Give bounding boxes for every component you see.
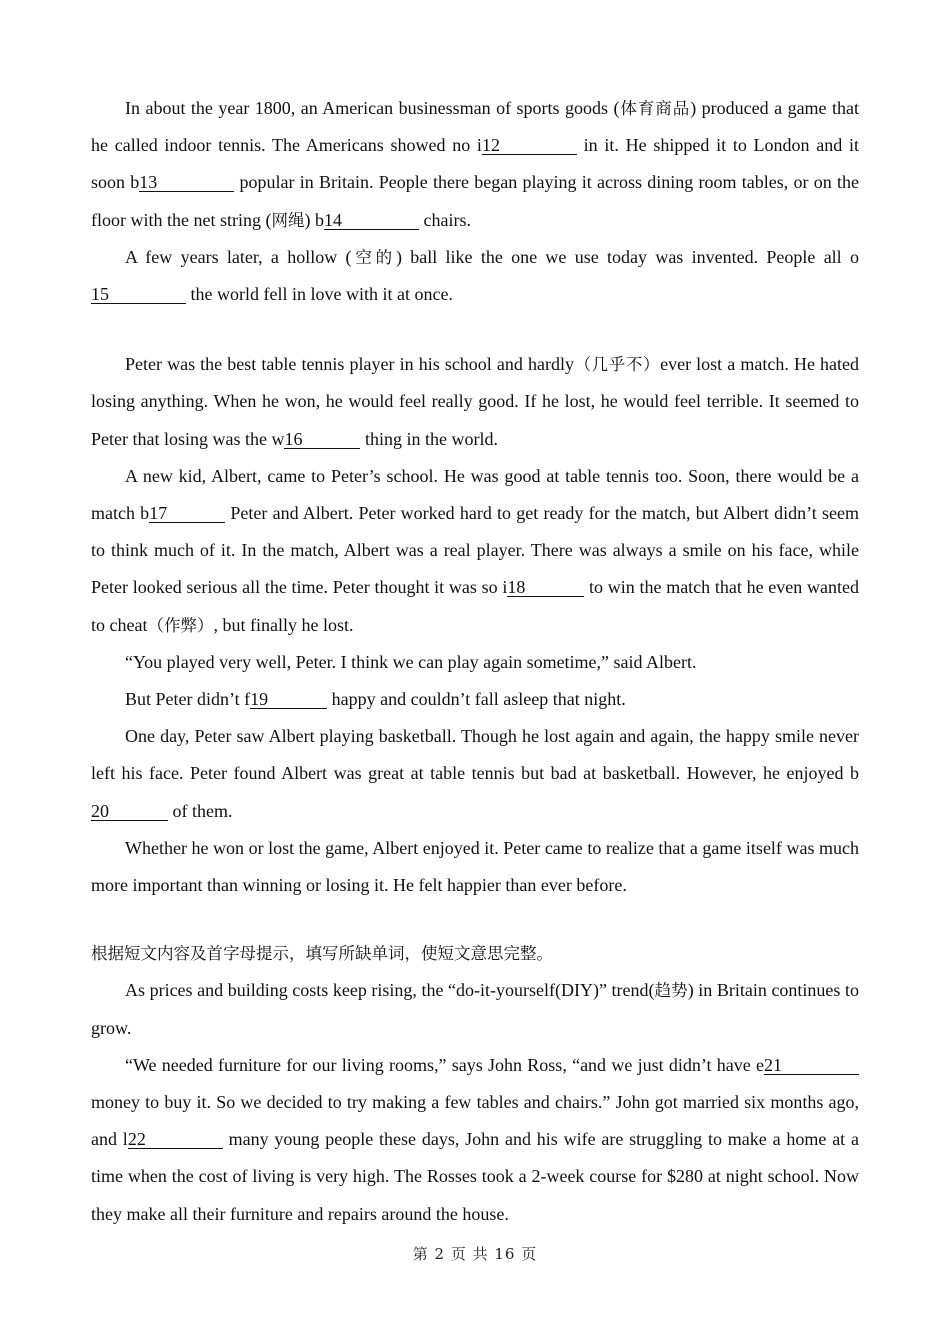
text-run: of them. [168, 800, 233, 821]
passage2-paragraph5 [91, 718, 859, 830]
document-page [91, 90, 859, 1233]
blank-22[interactable]: 22 [128, 1131, 223, 1149]
blank-20[interactable]: 20 [91, 803, 168, 821]
text-run: ) in Britain continues to grow. [91, 980, 859, 1038]
passage2-paragraph2 [91, 458, 859, 644]
text-run: many young people these days, John and his wife are struggling to make a home at a time when the cost of living is very high. The Rosses took a 2-week course for $280 at night school. Now they make all their furniture and repairs around the house. [91, 1129, 859, 1224]
section3-paragraph2 [91, 1047, 859, 1233]
page-footer: 第 2 页 共 16 页 [412, 1245, 538, 1263]
passage2-paragraph3: “You played very well, Peter. I think we can play again sometime,” said Albert. [125, 651, 697, 672]
text-run: ) ball like the one we use today was invented. People all o [395, 246, 859, 267]
passage2-paragraph4 [91, 681, 859, 718]
text-run: “We needed furniture for our living rooms,” says John Ross, “and we just didn’t have e [125, 1054, 764, 1075]
text-run: ) produced a game that he called indoor tennis. The Americans showed no i [91, 98, 859, 156]
text-run: Peter and Albert. Peter worked hard to get ready for the match, but Albert didn’t seem to think much of it. In the match, Albert was a real player. There was always a smile on his face, while Peter looked serious all the time. Peter thought it was so i [91, 503, 859, 598]
text-run: thing in the world. [360, 428, 498, 449]
text-run: In about the year 1800, an American businessman of sports goods ( [125, 98, 620, 118]
blank-15[interactable]: 15 [91, 286, 186, 304]
blank-17[interactable]: 17 [149, 505, 225, 523]
text-run: the world fell in love with it at once. [186, 284, 453, 305]
text-run: But Peter didn’t f [125, 689, 251, 710]
chinese-gloss: 体育商品 [619, 99, 691, 118]
text-run: to win the match that he even wanted to cheat [91, 577, 859, 635]
text-run: A few years later, a hollow ( [125, 246, 352, 267]
chinese-gloss: 趋势 [654, 981, 688, 1001]
text-run: happy and couldn’t fall asleep that night. [327, 689, 626, 710]
passage1-paragraph1 [91, 90, 859, 239]
blank-16[interactable]: 16 [284, 431, 360, 449]
blank-21[interactable]: 21 [764, 1057, 859, 1075]
section3-paragraph1 [91, 972, 859, 1046]
text-run: money to buy it. So we decided to try making a few tables and chairs.” John got married six months ago, and l [91, 1092, 859, 1150]
chinese-gloss: 网绳 [271, 210, 305, 230]
text-run: One day, Peter saw Albert playing basketball. Though he lost again and again, the happy smile never left his face. Peter found Albert was great at table tennis but bad at basketball. However, he enjoyed b [91, 726, 859, 784]
text-run: chairs. [418, 209, 471, 230]
section3-instruction: 根据短文内容及首字母提示，填写所缺单词，使短文意思完整。 [91, 944, 553, 964]
chinese-gloss: 空的 [351, 247, 396, 267]
text-run: As prices and building costs keep rising, the “do-it-yourself(DIY)” trend( [125, 980, 655, 1001]
text-run: , but finally he lost. [213, 614, 354, 635]
text-run: A new kid, Albert, came to Peter’s school. He was good at table tennis too. Soon, there would be a match b [91, 465, 859, 524]
chinese-gloss: （作弊） [147, 615, 214, 635]
chinese-gloss: （几乎不） [573, 355, 661, 375]
passage2-paragraph1 [91, 346, 859, 458]
blank-13[interactable]: 13 [139, 174, 234, 192]
blank-18[interactable]: 18 [507, 579, 584, 597]
text-run: ) b [304, 209, 324, 230]
text-run: popular in Britain. People there began playing it across dining room tables, or on the floor with the net string ( [91, 172, 859, 230]
passage1-paragraph2 [91, 239, 859, 313]
passage2-paragraph6: Whether he won or lost the game, Albert enjoyed it. Peter came to realize that a game itself was much more important than winning or losing it. He felt happier than ever before. [91, 837, 859, 896]
text-run: ever lost a match. He hated losing anything. When he won, he would feel really good. If he lost, he would feel terrible. It seemed to Peter that losing was the w [91, 354, 860, 449]
blank-14[interactable]: 14 [324, 212, 419, 230]
blank-12[interactable]: 12 [482, 137, 577, 155]
blank-19[interactable]: 19 [250, 691, 327, 709]
text-run: in it. He shipped it to London and it soon b [91, 135, 859, 193]
text-run: Peter was the best table tennis player in his school and hardly [125, 354, 574, 375]
